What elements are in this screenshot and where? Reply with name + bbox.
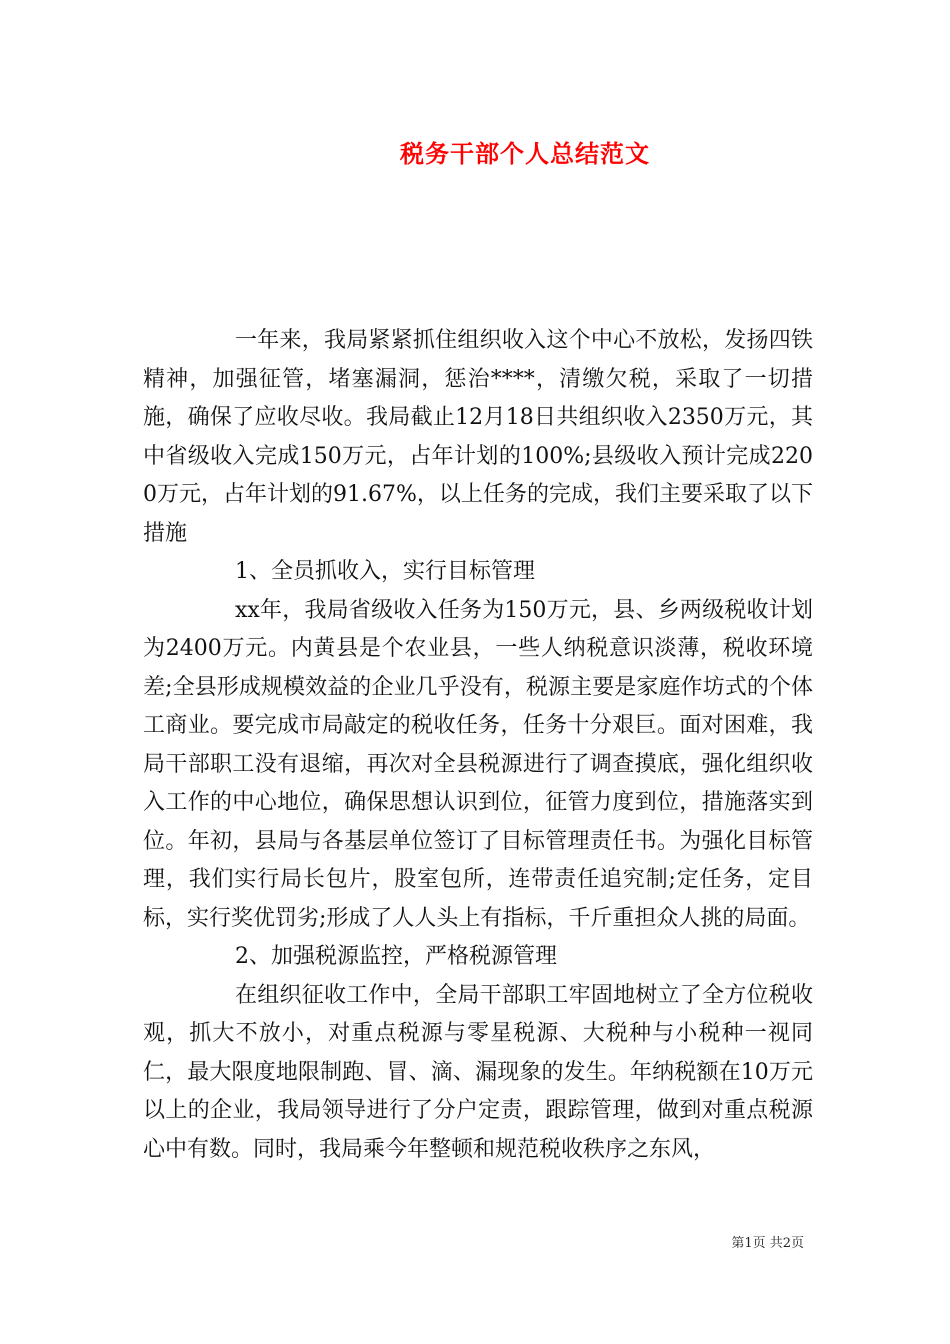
page-footer: 第1页 共2页 — [731, 1236, 804, 1251]
document-body — [143, 322, 813, 1169]
section-heading-1: 1、全员抓收入，实行目标管理 — [235, 559, 535, 584]
document-title: 税务干部个人总结范文 — [400, 139, 650, 168]
paragraph-section-2: 在组织征收工作中，全局干部职工牢固地树立了全方位税收观，抓大不放小，对重点税源与零星税源、大税种与小税种一视同仁，最大限度地限制跑、冒、滴、漏现象的发生。年纳税额在10万元以上的企业，我局领导进行了分户定责，跟踪管理，做到对重点税源心中有数。同时，我局乘今年整顿和规范税收秩序之东风， — [143, 982, 813, 1162]
section-heading-2: 2、加强税源监控，严格税源管理 — [235, 944, 557, 969]
paragraph-intro: 一年来，我局紧紧抓住组织收入这个中心不放松，发扬四铁精神，加强征管，堵塞漏洞，惩治****，清缴欠税，采取了一切措施，确保了应收尽收。我局截止12月18日共组织收入2350万元，其中省级收入完成150万元，占年计划的100%;县级收入预计完成2200万元，占年计划的91.67%，以上任务的完成，我们主要采取了以下措施 — [143, 328, 813, 546]
paragraph-section-1: xx年，我局省级收入任务为150万元，县、乡两级税收计划为2400万元。内黄县是个农业县，一些人纳税意识淡薄，税收环境差;全县形成规模效益的企业几乎没有，税源主要是家庭作坊式的个体工商业。要完成市局敲定的税收任务，任务十分艰巨。面对困难，我局干部职工没有退缩，再次对全县税源进行了调查摸底，强化组织收入工作的中心地位，确保思想认识到位，征管力度到位，措施落实到位。年初，县局与各基层单位签订了目标管理责任书。为强化目标管理，我们实行局长包片，股室包所，连带责任追究制;定任务，定目标，实行奖优罚劣;形成了人人头上有指标，千斤重担众人挑的局面。 — [143, 597, 813, 931]
